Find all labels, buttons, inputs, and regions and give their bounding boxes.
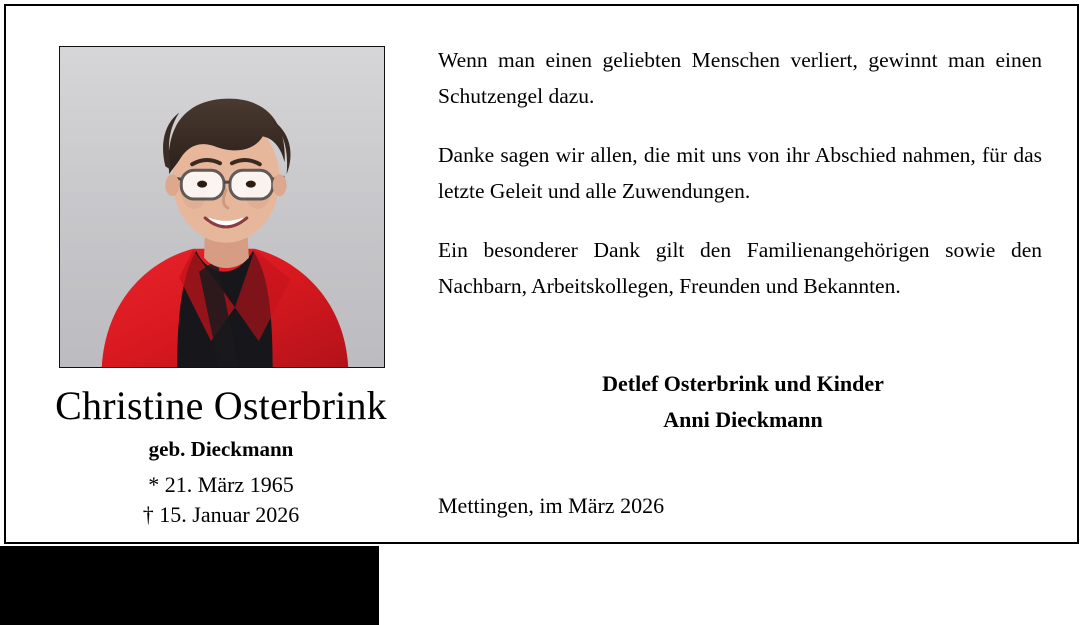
birth-date: * 21. März 1965 — [148, 472, 294, 497]
bottom-black-band — [0, 546, 379, 625]
maiden-name: geb. Dieckmann — [148, 437, 294, 461]
signers-block — [438, 366, 1048, 438]
deceased-name: Christine Osterbrink — [55, 383, 387, 428]
paragraph-1: Wenn man einen geliebten Menschen verliert, gewinnt man einen Schutzengel dazu. — [438, 48, 1042, 108]
paragraph-2: Danke sagen wir allen, die mit uns von ihr Abschied nahmen, für das letzte Geleit und alle Zuwendungen. — [438, 143, 1042, 203]
bottom-white-band — [379, 546, 1083, 625]
signer-1: Detlef Osterbrink und Kinder — [602, 371, 884, 396]
signer-2: Anni Dieckmann — [663, 407, 823, 432]
notice-frame — [4, 4, 1079, 544]
portrait-photo — [59, 46, 385, 368]
paragraph-3: Ein besonderer Dank gilt den Familienangehörigen sowie den Nachbarn, Arbeitskollegen, Freunden und Bekannten. — [438, 238, 1042, 298]
life-dates — [6, 470, 436, 530]
place-and-date: Mettingen, im März 2026 — [438, 493, 665, 518]
death-date: † 15. Januar 2026 — [142, 502, 300, 527]
left-column — [6, 6, 436, 542]
right-column — [438, 42, 1048, 304]
